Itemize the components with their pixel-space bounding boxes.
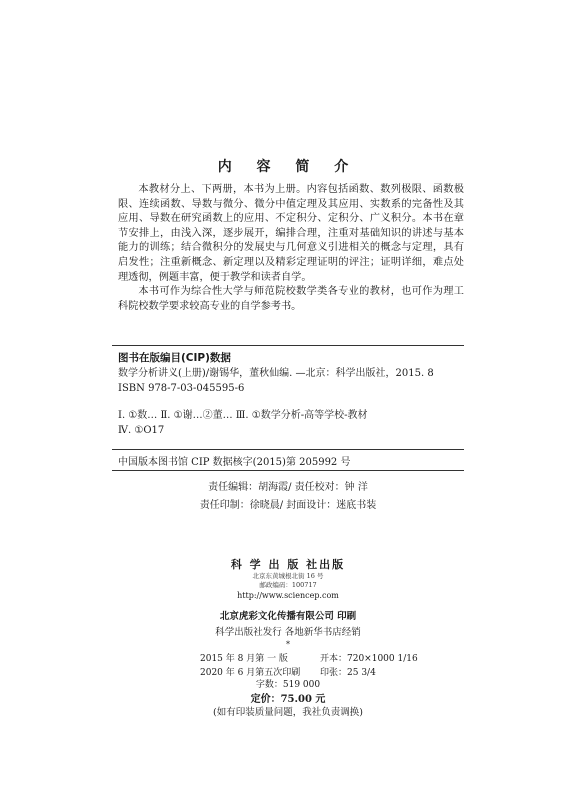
publisher-name: 科 学 出 版 社出版 xyxy=(230,558,346,571)
separator-star: * xyxy=(286,640,290,649)
cip-classification-2: Ⅳ. ①O17 xyxy=(118,425,165,436)
publisher-website: http://www.sciencep.com xyxy=(237,591,339,600)
cip-title-line: 数学分析讲义(上册)/谢锡华，董秋仙编. —北京：科学出版社，2015. 8 xyxy=(118,368,434,379)
credits-editor-line: 责任编辑：胡海霞/ 责任校对：钟 洋 xyxy=(208,482,368,493)
cip-record-number: 中国版本图书馆 CIP 数据核字(2015)第 205992 号 xyxy=(118,457,351,468)
cip-mid-rule xyxy=(112,449,464,450)
intro-paragraph-2: 本书可作为综合性大学与师范院校数学类各专业的教材，也可作为理工科院校数学要求较高专业的自学参考书。 xyxy=(118,286,464,312)
printer-name: 北京虎彩文化传播有限公司 印刷 xyxy=(219,611,357,622)
cip-top-rule xyxy=(112,345,464,346)
cip-isbn-line: ISBN 978-7-03-045595-6 xyxy=(118,383,245,394)
intro-paragraph-1: 本教材分上、下两册，本书为上册。内容包括函数、数列极限、函数极限、连续函数、导数与微分、微分中值定理及其应用、实数系的完备性及其应用、导数在研究函数上的应用、不定积分、定积分、广义积分。本书在章节安排上，由浅入深，逐步展开，编排合理，注重对基础知识的讲述与基本能力的训练；结合微积分的发展史与几何意义引进相关的概念与定理，具有启发性；注重新概念、新定理以及精彩定理证明的评注；证明详细，难点处理透彻，例题丰富，便于教学和读者自学。 xyxy=(118,184,464,283)
reprint-info: 2020 年 6 月第五次印刷 xyxy=(200,668,301,678)
cip-block xyxy=(118,366,464,438)
publisher-zip: 邮政编码：100717 xyxy=(259,581,317,589)
quality-notice: (如有印装质量问题，我社负责调换) xyxy=(213,707,363,718)
intro-text xyxy=(118,183,464,314)
cip-heading: 图书在版编目(CIP)数据 xyxy=(118,352,231,364)
printed-sheets: 印张：25 3/4 xyxy=(320,668,376,678)
first-edition: 2015 年 8 月第 一 版 xyxy=(200,654,288,664)
publisher-address: 北京东黄城根北街 16 号 xyxy=(252,572,324,580)
distributor-line: 科学出版社发行 各地新华书店经销 xyxy=(215,627,361,638)
credits-printing-line: 责任印制：徐晓晨/ 封面设计：迷底书装 xyxy=(199,500,377,511)
page-title: 内 容 简 介 xyxy=(217,159,359,175)
cip-bottom-rule xyxy=(112,470,464,471)
word-count: 字数：519 000 xyxy=(255,680,321,690)
price: 定价：75.00 元 xyxy=(250,694,326,705)
cip-classification-1: Ⅰ. ①数… Ⅱ. ①谢…②董… Ⅲ. ①数学分析-高等学校-教材 xyxy=(118,410,368,421)
book-format: 开本：720×1000 1/16 xyxy=(320,654,418,664)
